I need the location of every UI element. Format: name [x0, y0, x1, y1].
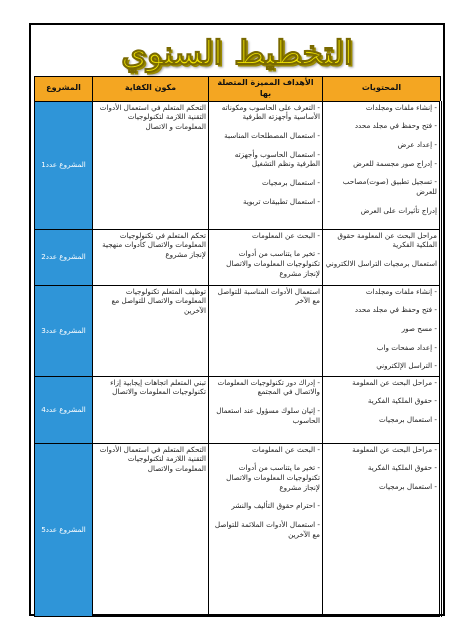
objective-item: - استعمال الحاسوب وأجهزته الطرفية ونظم التشغيل [234, 149, 320, 169]
competency-text: تحكم المتعلم في تكنولوجيات المعلومات والاتصال كأدوات منهجية لإنجاز مشروع [102, 230, 206, 260]
content-item: - حقوق الملكية الفكرية [367, 463, 437, 473]
content-item: - استعمال برمجيات [379, 415, 437, 425]
table-row [35, 101, 441, 229]
header-competency: مكون الكفاية [93, 77, 209, 102]
objective-item: - التعرف على الحاسوب ومكوناته الأساسية وأجهزته الطرفية [221, 102, 320, 122]
project-label-cell [35, 285, 93, 376]
competency-cell [93, 285, 209, 376]
objectives-cell [209, 443, 323, 616]
objectives-cell [209, 285, 323, 376]
content-item: إدراج تأثيرات على العرض [360, 205, 437, 215]
objective-item: - استعمال المصطلحات المناسبة [224, 131, 320, 141]
page-title: التخطيط السنوي [121, 33, 353, 72]
objective-item: استعمال الأدوات المناسبة للتواصل مع الآخر [217, 286, 320, 306]
objective-item: - إدراك دور تكنولوجيات المعلومات والاتصال في المجتمع [217, 377, 320, 397]
objective-item: - تخير ما يتناسب من أدوات تكنولوجيات المعلومات والاتصال لإنجاز مشروع [226, 463, 320, 492]
objectives-cell [209, 101, 323, 229]
content-item: - إنشاء ملفات ومجلدات [365, 102, 437, 112]
objective-item: - احترام حقوق التأليف والنشر [231, 501, 320, 511]
content-item: - إنشاء ملفات ومجلدات [365, 286, 437, 296]
objective-item: - البحث عن المعلومات [252, 444, 320, 454]
project-label-cell [35, 229, 93, 285]
content-item: - إدراج صور مجسمة للعرض [353, 158, 437, 168]
content-item: - فتح وحفظ في مجلد محدد [354, 305, 437, 315]
project-label-cell [35, 101, 93, 229]
content-item: - مراحل البحث عن المعلومة [352, 377, 437, 387]
competency-cell [93, 229, 209, 285]
objective-item: - إتيان سلوك مسؤول عند استعمال الحاسوب [216, 406, 320, 425]
project-label: المشروع عدد3 [41, 325, 86, 335]
objectives-cell [209, 376, 323, 443]
project-label-cell [35, 443, 93, 616]
content-item: استعمال برمجيات التراسل الالكتروني [325, 259, 437, 269]
competency-cell [93, 101, 209, 229]
contents-cell [323, 229, 441, 285]
objective-item: - تخير ما يتناسب من أدوات تكنولوجيات المعلومات والاتصال لإنجاز مشروع [226, 249, 320, 278]
competency-text: التحكم المتعلم في استعمال الأدوات التقنية اللازمة لتكنولوجيات المعلومات والاتصال [99, 444, 206, 474]
content-item: مراحل البحث عن المعلومة حقوق الملكية الفكرية [337, 230, 437, 250]
project-label-cell [35, 376, 93, 443]
objectives-cell [209, 229, 323, 285]
competency-text: تبني المتعلم اتجاهات إيجابية إزاء تكنولوجيات المعلومات والاتصال [110, 377, 206, 397]
table-row [35, 376, 441, 443]
competency-cell [93, 443, 209, 616]
header-contents: المحتويات [323, 77, 441, 102]
content-item: - حقوق الملكية الفكرية [367, 396, 437, 406]
content-item: - إعداد عرض [397, 140, 437, 150]
contents-cell [323, 376, 441, 443]
table-row [35, 229, 441, 285]
contents-cell [323, 443, 441, 616]
project-label: المشروع عدد4 [41, 404, 86, 414]
table-row [35, 443, 441, 616]
content-item: - تسجيل تطبيق (صوت)مصاحب للعرض [342, 177, 437, 197]
content-item: - استعمال برمجيات [379, 482, 437, 492]
table-row [35, 285, 441, 376]
contents-cell [323, 285, 441, 376]
header-project: المشروع [35, 77, 93, 102]
project-label: المشروع عدد5 [41, 524, 86, 534]
competency-text: التحكم المتعلم في استعمال الأدوات التقنية اللازمة لتكنولوجيات المعلومات و الاتصال [99, 102, 206, 132]
project-label: المشروع عدد1 [41, 160, 86, 170]
content-item: - إعداد صفحات واب [376, 342, 437, 352]
content-item: - مسح صور [401, 324, 437, 334]
annual-plan-table [34, 76, 442, 617]
competency-cell [93, 376, 209, 443]
contents-cell [323, 101, 441, 229]
content-item: - مراحل البحث عن المعلومة [352, 444, 437, 454]
content-item: - فتح وحفظ في مجلد محدد [354, 121, 437, 131]
objective-item: - استعمال برمجيات [262, 178, 320, 188]
objective-item: - البحث عن المعلومات [252, 230, 320, 240]
project-label: المشروع عدد2 [41, 252, 86, 262]
objective-item: - استعمال تطبيقات تربوية [242, 196, 320, 206]
page-frame [29, 23, 445, 616]
competency-text: توظيف المتعلم تكنولوجيات المعلومات والاتصال للتواصل مع الآخرين [111, 286, 206, 316]
objective-item: - استعمال الأدوات الملائمة للتواصل مع الآخرين [214, 520, 320, 539]
table-header-row [35, 77, 441, 102]
content-item: - التراسل الإلكتروني [376, 361, 437, 371]
header-objectives: الأهداف المميزة المتصلة بها [209, 77, 323, 102]
